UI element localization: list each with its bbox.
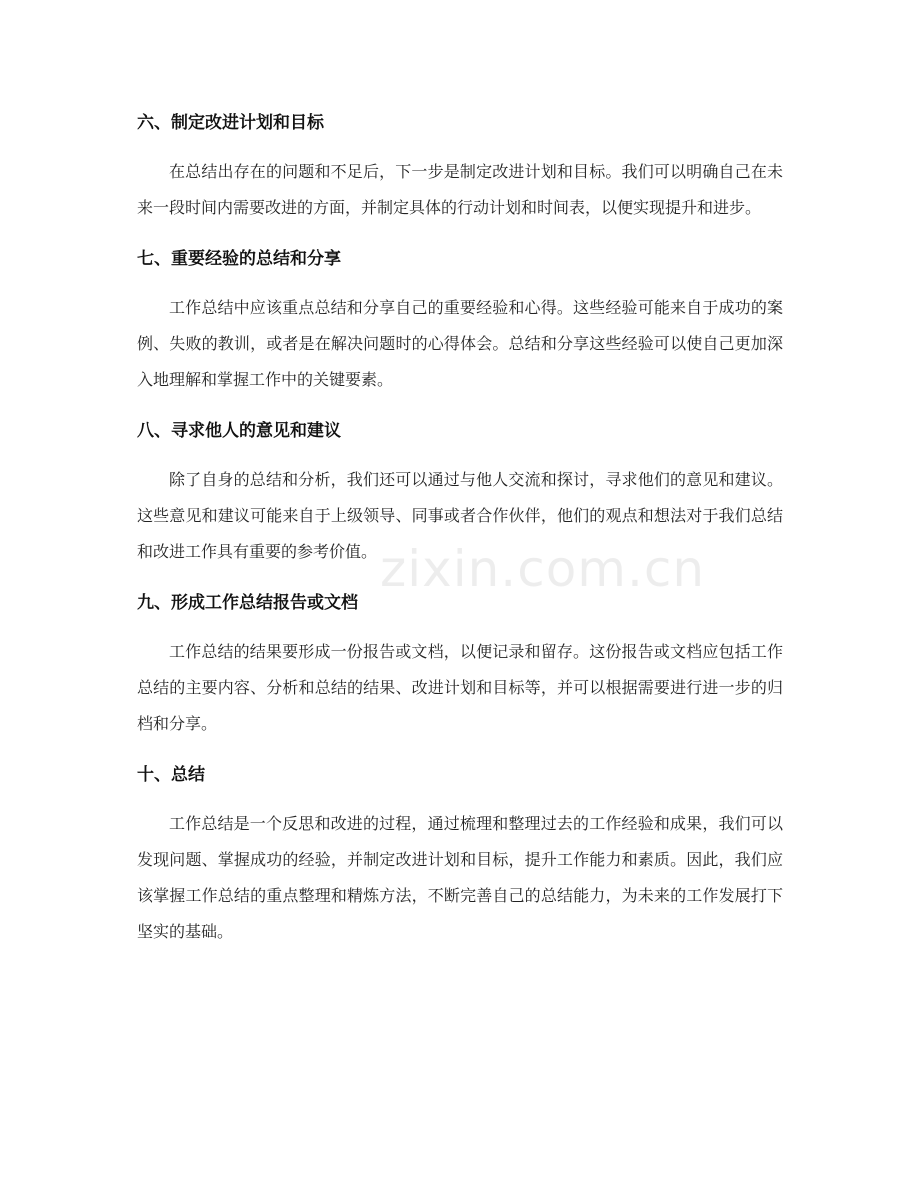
document-body <box>137 104 783 964</box>
section-8 <box>137 412 783 570</box>
section-paragraph: 在总结出存在的问题和不足后，下一步是制定改进计划和目标。我们可以明确自己在未来一段时间内需要改进的方面，并制定具体的行动计划和时间表，以便实现提升和进步。 <box>137 162 783 217</box>
section-heading: 七、重要经验的总结和分享 <box>137 249 341 269</box>
section-7 <box>137 240 783 398</box>
section-heading: 九、形成工作总结报告或文档 <box>137 593 358 613</box>
section-heading: 六、制定改进计划和目标 <box>137 113 324 133</box>
section-6 <box>137 104 783 226</box>
section-9 <box>137 584 783 742</box>
section-heading: 八、寻求他人的意见和建议 <box>137 421 341 441</box>
watermark: zixin.com.cn <box>380 540 706 598</box>
section-heading: 十、总结 <box>137 765 205 785</box>
section-paragraph: 工作总结的结果要形成一份报告或文档，以便记录和留存。这份报告或文档应包括工作总结的主要内容、分析和总结的结果、改进计划和目标等，并可以根据需要进行进一步的归档和分享。 <box>137 642 783 733</box>
section-paragraph: 工作总结中应该重点总结和分享自己的重要经验和心得。这些经验可能来自于成功的案例、失败的教训，或者是在解决问题时的心得体会。总结和分享这些经验可以使自己更加深入地理解和掌握工作中的关键要素。 <box>137 298 783 389</box>
section-paragraph: 工作总结是一个反思和改进的过程，通过梳理和整理过去的工作经验和成果，我们可以发现问题、掌握成功的经验，并制定改进计划和目标，提升工作能力和素质。因此，我们应该掌握工作总结的重点整理和精炼方法，不断完善自己的总结能力，为未来的工作发展打下坚实的基础。 <box>137 814 783 941</box>
section-paragraph: 除了自身的总结和分析，我们还可以通过与他人交流和探讨，寻求他们的意见和建议。这些意见和建议可能来自于上级领导、同事或者合作伙伴，他们的观点和想法对于我们总结和改进工作具有重要的参考价值。 <box>137 470 783 561</box>
section-10 <box>137 756 783 950</box>
